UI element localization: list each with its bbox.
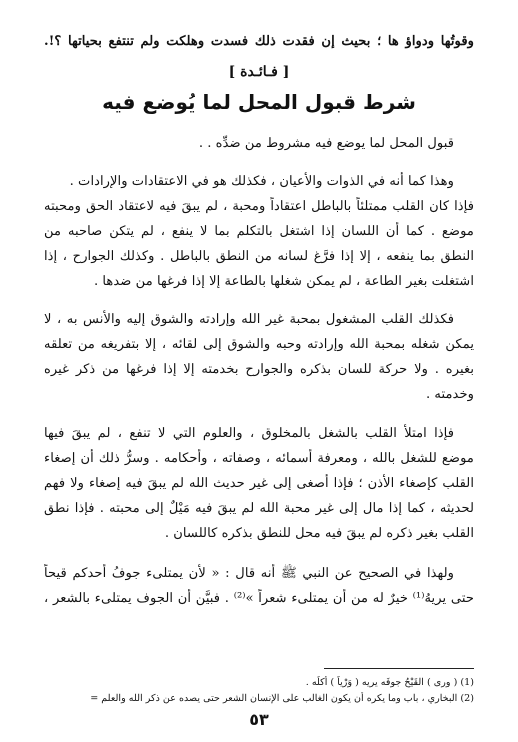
para1-line-2: فإذا كان القلب ممتلئاً بالباطل اعتقاداً ومحبة ، لم يبقَ فيه لاعتقاد الحق ومحبته <box>44 199 474 214</box>
para3-line-5: القلب بغير ذكره لم يبقَ فيه محل للنطق بذكره كاللسان . <box>164 526 474 541</box>
continuation-line: وقوتُها ودواؤ ها ؛ بحيث إن فقدت ذلك فسدت وهلكت ولم تنتفع بحياتها ؟!. <box>44 34 474 49</box>
para1-line-3: موضع . كما أن اللسان إذا اشتغل بالتكلم بما لا ينفع ، لم يتكن صاحبه من <box>44 224 474 239</box>
para4-line-1: ولهذا في الصحيح عن النبي ﷺ أنه قال : « لأن يمتلىء جوفُ أحدكم قيحاً <box>44 566 454 581</box>
para2-line-1: فكذلك القلب المشغول بمحبة غير الله وإرادته والشوق إليه والأنس به ، لا <box>44 312 454 327</box>
para2-line-3: بغيره . ولا حركة للسان بذكره والجوارح بخدمته إلا إذا فرغها من ذكر غيره <box>44 362 474 377</box>
page-number: ٥٣ <box>249 710 269 729</box>
section-title: شرط قبول المحل لما يُوضع فيه <box>102 90 416 114</box>
section-label: [ فـائـدة ] <box>228 64 290 80</box>
intro-line: قبول المحل لما يوضع فيه مشروط من ضدِّه . . <box>198 136 454 151</box>
para3-line-4: لحديثه ، كما إذا مال إلى غير محبة الله لم يبقَ فيه مَيْلٌ إلى محبته . فإذا نطق <box>44 501 474 516</box>
footnote-1: (1) ( ورى ) القَيْحُ جوفَه يريه ( وَرْياً ) أكلَه . <box>305 677 474 688</box>
para1-line-5: اشتغلت بغير الطاعة ، لم يمكن شغلها بالطاعة إلا إذا فرغها من ضدها . <box>94 274 474 289</box>
para2-line-4: وخدمته . <box>426 387 474 402</box>
para3-line-1: فإذا امتلأ القلب بالشغل بالمخلوق ، والعلوم التي لا تنفع ، لم يبقَ فيها <box>44 426 454 441</box>
footnote-2: (2) البخاري ، باب وما يكره أن يكون الغالب على الإنسان الشعر حتى يصده عن ذكر الله والعلم = <box>90 693 474 704</box>
para3-line-3: القلب كإصغاء الأذن ؛ فإذا أصغى إلى غير حديث الله لم يبقَ فيه إصغاء ولا فهم <box>44 476 474 491</box>
para2-line-2: يمكن شغله بمحبة الله وإرادته وحبه والشوق إلى لقائه ، إلا بتفريغه من تعلقه <box>44 337 474 352</box>
para3-line-2: موضع للشغل بالله ، ومعرفة أسمائه ، وصفاته ، وأحكامه . وسرُّ ذلك أن إصغاء <box>44 451 474 466</box>
footnote-divider <box>324 668 474 669</box>
para4-line-2: حتى يريهُ⁽¹⁾ خيرٌ له من أن يمتلىء شعراً »⁽²⁾ . فبيَّن أن الجوف يمتلىء بالشعر ، <box>44 591 474 606</box>
para1-line-4: النطق بما ينفعه ، إلا إذا فرَّغ لسانه من النطق بالباطل . وكذلك الجوارح ، إذا <box>44 249 474 264</box>
para1-line-1: وهذا كما أنه في الذوات والأعيان ، فكذلك هو في الاعتقادات والإرادات . <box>69 174 454 189</box>
